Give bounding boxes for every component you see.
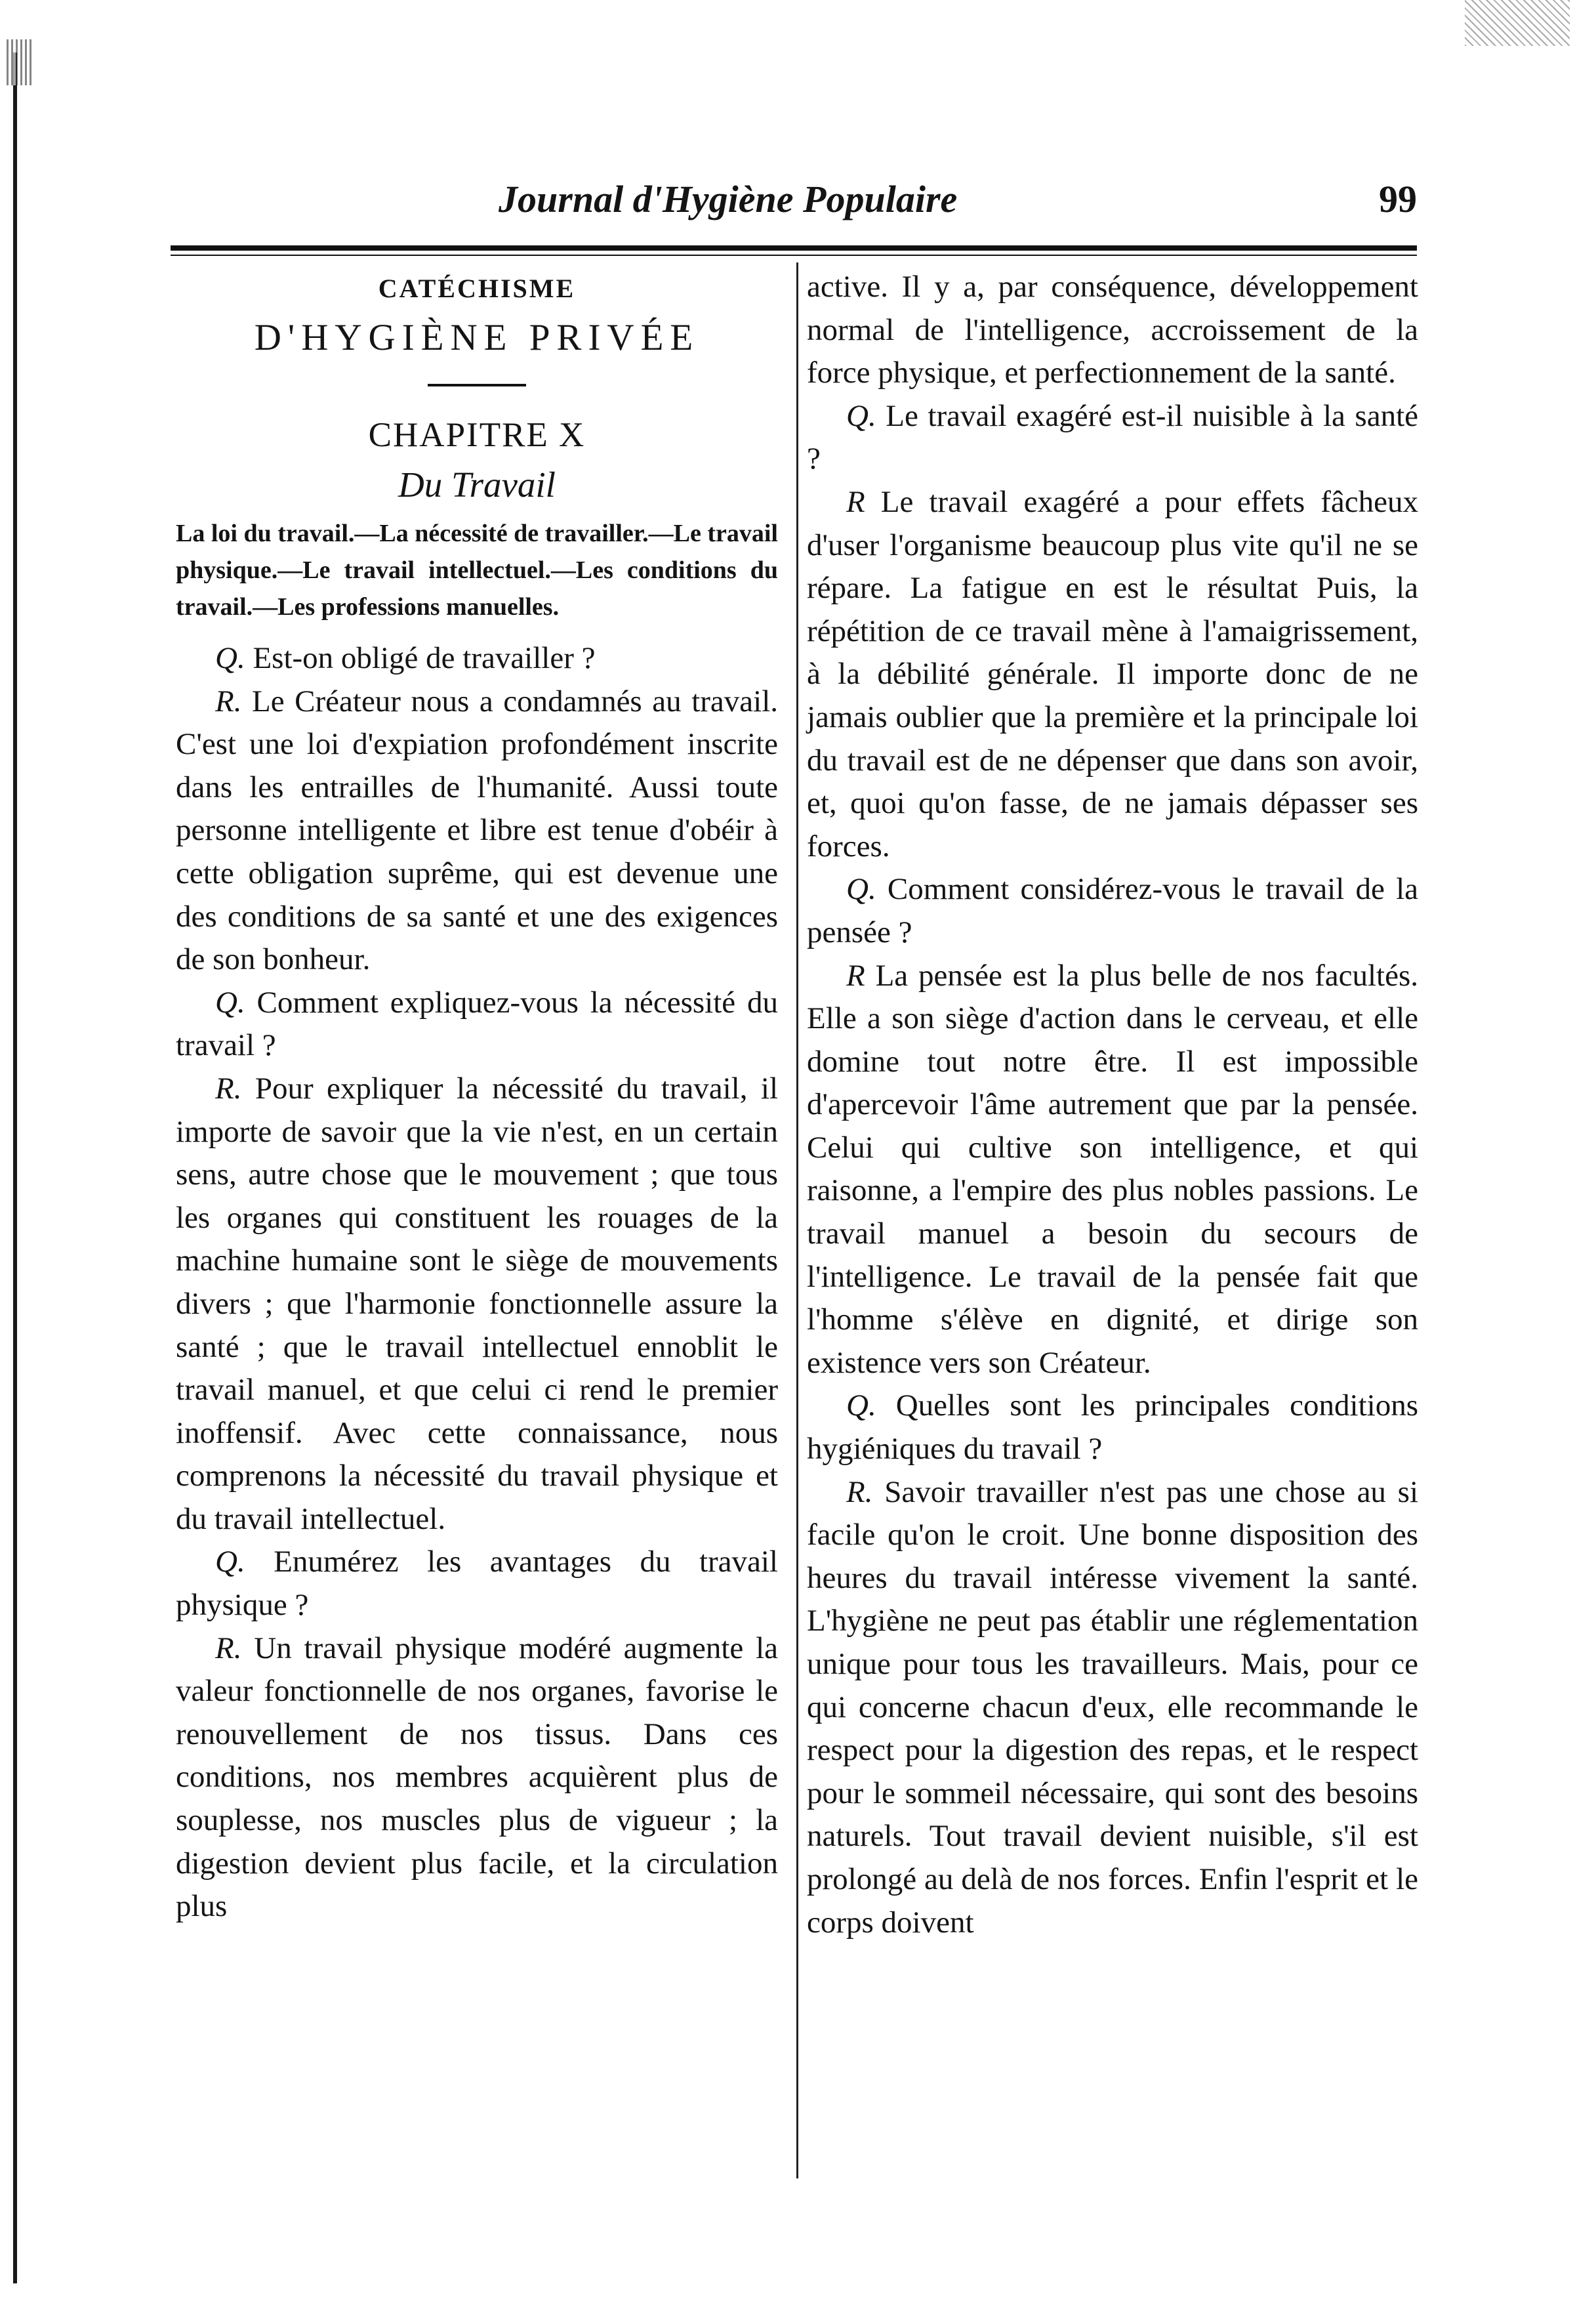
paragraph-marker: Q. <box>215 641 245 675</box>
page-header <box>171 177 1417 230</box>
paragraph-marker: R. <box>846 1474 873 1509</box>
paragraph-marker: R <box>846 484 865 519</box>
paragraph <box>807 266 1418 395</box>
paragraph-marker: R. <box>215 684 242 718</box>
paragraph-text: Quelles sont les principales conditions hygiéniques du travail ? <box>807 1388 1418 1467</box>
section-kicker: CATÉCHISME <box>378 274 576 303</box>
paragraph-text: Pour expliquer la nécessité du travail, il importe de savoir que la vie n'est, en un certain sens, autre chose que le mouvement ; que tous les organes qui constituent les rouages de la machine humaine sont le siège de mouvements divers ; que l'harmonie fonctionnelle assure la santé ; que le travail intellectuel ennoblit le travail manuel, et que celui ci rend le premier inoffensif. Avec cette connaissance, nous comprenons la nécessité du travail physique et du travail intellectuel. <box>176 1071 778 1536</box>
paragraph-text: Comment expliquez-vous la nécessité du travail ? <box>176 985 778 1063</box>
paragraph-marker: Q. <box>846 398 876 433</box>
paragraph <box>807 868 1418 954</box>
paragraph <box>176 1068 778 1541</box>
paragraph-marker: R. <box>215 1071 242 1106</box>
paragraph <box>176 982 778 1068</box>
right-column <box>807 266 1418 1944</box>
header-rule <box>171 245 1417 251</box>
scan-binding-mark <box>7 39 33 85</box>
paragraph <box>807 1384 1418 1470</box>
scan-binding-edge <box>13 52 17 2283</box>
paragraph-text: Le travail exagéré a pour effets fâcheux d'user l'organisme beaucoup plus vite qu'il ne se répare. La fatigue en est le résultat Puis, la répétition de ce travail mène à l'amaigrissement, à la débilité générale. Il importe donc de ne jamais oublier que la première et la principale loi du travail est de ne dépenser que dans son avoir, et, quoi qu'on fasse, de ne jamais dépasser ses forces. <box>807 484 1419 863</box>
paragraph-marker: Q. <box>215 1545 245 1579</box>
paragraph-text: La pensée est la plus belle de nos facultés. Elle a son siège d'action dans le cerveau, et elle domine tout notre être. Il est impossible d'apercevoir l'âme autrement que par la pensée. Celui qui cultive son intelligence, et qui raisonne, a l'empire des plus nobles passions. Le travail manuel a besoin du secours de l'intelligence. Le travail de la pensée fait que l'homme s'élève en dignité, et dirige son existence vers son Créateur. <box>807 958 1419 1380</box>
paragraph <box>807 1471 1418 1945</box>
header-rule-thin <box>171 255 1417 256</box>
paragraph-text: Un travail physique modéré augmente la valeur fonctionnelle de nos organes, favorise le renouvellement de nos tissus. Dans ces conditions, nos membres acquièrent plus de souplesse, nos muscles plus de vigueur ; la digestion devient plus facile, et la circulation plus <box>176 1631 778 1924</box>
paragraph-marker: Q. <box>846 1388 876 1423</box>
paragraph-text: Comment considérez-vous le travail de la pensée ? <box>807 872 1419 949</box>
paragraph <box>176 1627 778 1928</box>
paragraph <box>807 955 1418 1385</box>
paragraph-marker: Q. <box>215 985 245 1020</box>
page-number: 99 <box>1379 178 1417 220</box>
paragraph <box>807 395 1418 481</box>
paragraph-text: Est-on obligé de travailler ? <box>253 641 596 675</box>
paragraph-marker: R. <box>215 1631 242 1665</box>
column-divider <box>796 262 798 2178</box>
scan-corner-mark <box>1465 0 1570 46</box>
left-column <box>176 266 778 1928</box>
paragraph <box>176 680 778 982</box>
running-title: Journal d'Hygiène Populaire <box>499 178 958 220</box>
chapter-heading: CHAPITRE X <box>368 416 586 454</box>
paragraph-text: active. Il y a, par conséquence, développement normal de l'intelligence, accroissement de la force physique, et perfectionnement de la santé. <box>807 270 1418 390</box>
paragraph <box>176 637 778 680</box>
paragraph-text: Le travail exagéré est-il nuisible à la santé ? <box>807 398 1418 476</box>
title-dash <box>428 384 526 386</box>
chapter-subject: Du Travail <box>398 465 556 505</box>
paragraph-text: Savoir travailler n'est pas une chose au si facile qu'on le croit. Une bonne disposition des heures du travail intéresse vivement la santé. L'hygiène ne peut pas établir une réglementation unique pour tous les travailleurs. Mais, pour ce qui concerne chacun d'eux, elle recommande le respect pour la digestion des repas, et le respect pour le sommeil nécessaire, qui sont des besoins naturels. Tout travail devient nuisible, s'il est prolongé au delà de nos forces. Enfin l'esprit et le corps doivent <box>807 1474 1419 1940</box>
section-title: D'HYGIÈNE PRIVÉE <box>254 317 700 358</box>
paragraph <box>807 481 1418 868</box>
paragraph <box>176 1541 778 1627</box>
chapter-summary: La loi du travail.—La nécessité de travailler.—Le travail physique.—Le travail intellectuel.—Les conditions du travail.—Les professions manuelles. <box>176 520 778 621</box>
paragraph-text: Le Créateur nous a condamnés au travail. C'est une loi d'expiation profondément inscrite dans les entrailles de l'humanité. Aussi toute personne intelligente et libre est tenue d'obéir à cette obligation suprême, qui est devenue une des conditions de sa santé et une des exigences de son bonheur. <box>176 684 778 977</box>
paragraph-text: Enumérez les avantages du travail physique ? <box>176 1545 778 1623</box>
paragraph-marker: Q. <box>846 872 876 907</box>
paragraph-marker: R <box>846 958 865 993</box>
